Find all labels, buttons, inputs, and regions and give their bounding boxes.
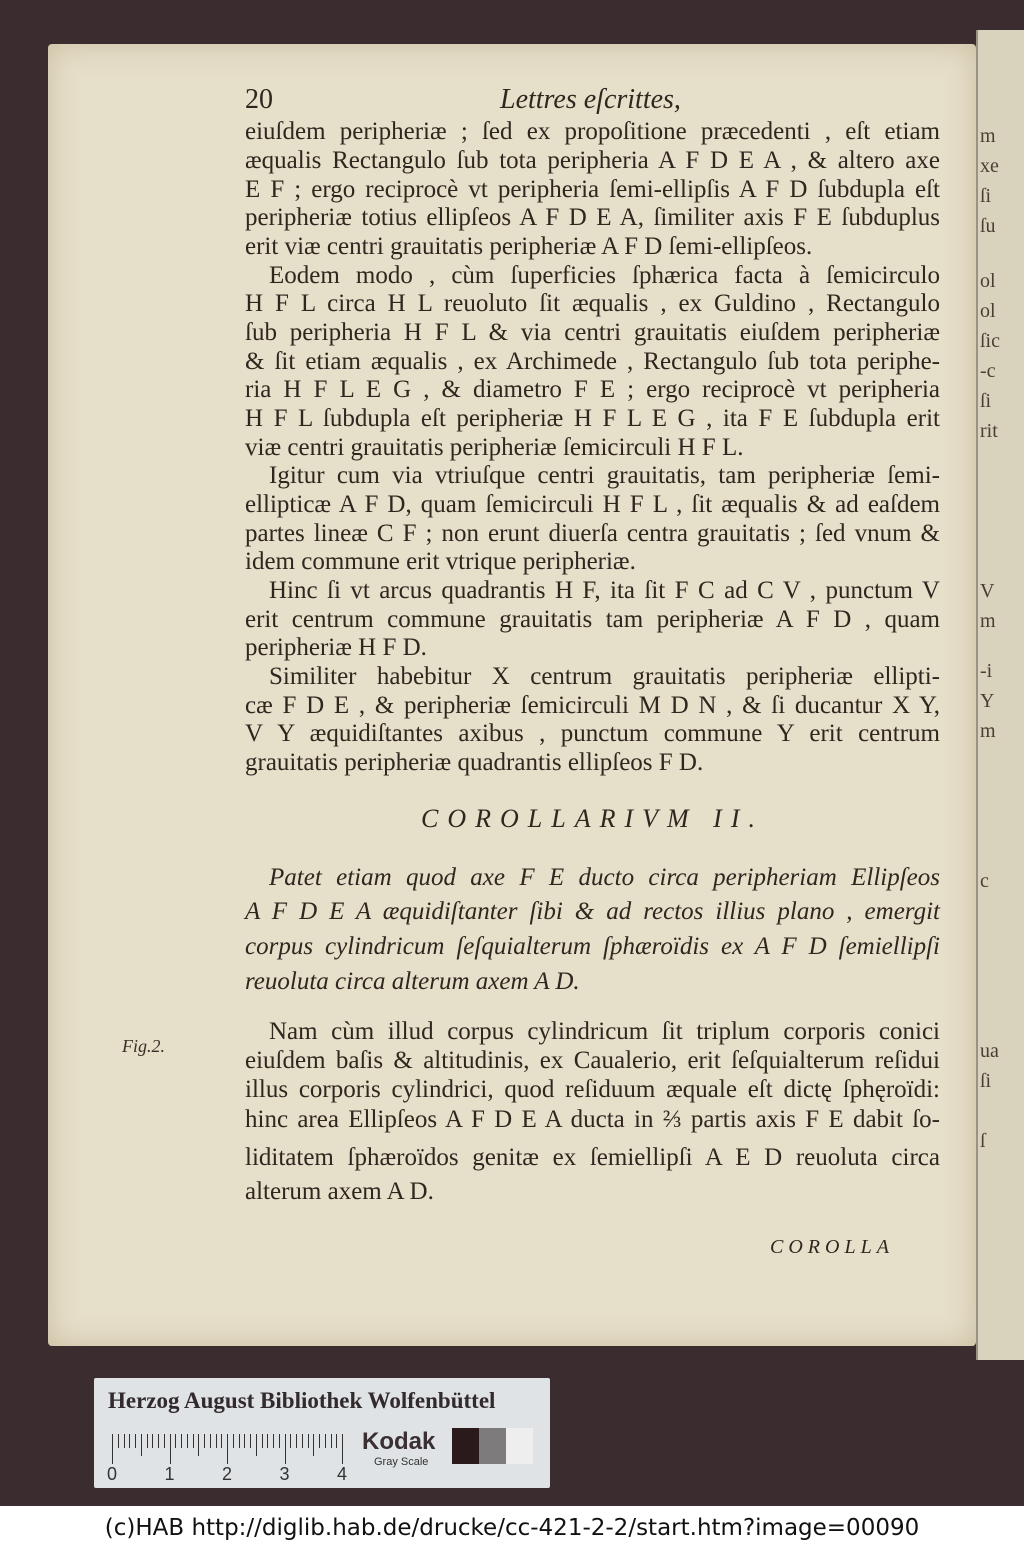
text-line: idem commune erit vtrique peripheriæ. — [245, 548, 636, 575]
ruler-tick — [319, 1434, 320, 1448]
ruler-tick — [152, 1434, 153, 1448]
ruler-tick — [112, 1434, 113, 1464]
text-line: illus corporis cylindrici, quod reſiduum æquale eſt dictę ſphęroïdi: — [245, 1076, 940, 1103]
next-page-fragment: ſu — [980, 215, 996, 237]
ruler-tick — [221, 1434, 222, 1448]
text-line: æqualis Rectangulo ſub tota peripheria A F D E A , & altero axe — [245, 147, 940, 174]
text-line: Similiter habebitur X centrum grauitatis peripheriæ ellipti- — [269, 663, 940, 690]
text-line: Patet etiam quod axe F E ducto circa peripheriam Ellipſeos — [269, 864, 940, 891]
text-line: peripheriæ totius ellipſeos A F D E A, ſimiliter axis F E ſubduplus — [245, 204, 940, 231]
section-heading: COROLLARIVM II. — [421, 804, 764, 833]
text-line: alterum axem A D. — [245, 1178, 434, 1205]
ruler-tick — [129, 1434, 130, 1448]
text-line: eiuſdem peripheriæ ; ſed ex propoſitione præcedenti , eſt etiam — [245, 118, 940, 145]
page-number: 20 — [245, 84, 273, 115]
ruler-tick — [181, 1434, 182, 1448]
next-page-fragment: ol — [980, 270, 996, 292]
ruler-tick — [325, 1434, 326, 1448]
ruler-tick — [336, 1434, 337, 1448]
margin-note: Fig.2. — [122, 1036, 165, 1056]
ruler-label: 3 — [279, 1464, 290, 1484]
ruler-tick — [187, 1434, 188, 1448]
running-title: Lettres eſcrittes, — [500, 84, 681, 115]
next-page-edge — [976, 30, 1024, 1360]
text-line: viæ centri grauitatis peripheriæ ſemicirculi H F L. — [245, 434, 744, 461]
ruler-tick — [193, 1434, 194, 1448]
text-line: grauitatis peripheriæ quadrantis ellipſeos F D. — [245, 749, 704, 776]
next-page-fragment: ſic — [980, 330, 1000, 352]
text-line: A F D E A æquidiſtanter ſibi & ad rectos illius plano , emergit — [245, 898, 940, 925]
gray-scale-label: Gray Scale — [374, 1456, 429, 1468]
text-line: hinc area Ellipſeos A F D E A ducta in ⅔ partis axis F E dabit ſo- — [245, 1106, 940, 1133]
ruler-tick — [250, 1434, 251, 1448]
next-page-fragment: m — [980, 610, 996, 632]
next-page-fragment: V — [980, 580, 995, 602]
ruler-tick — [198, 1434, 199, 1456]
catchword: COROLLA — [770, 1236, 894, 1258]
next-page-fragment: ſi — [980, 1070, 992, 1092]
ruler-label: 2 — [222, 1464, 233, 1484]
ruler-tick — [204, 1434, 205, 1448]
next-page-fragment: ſi — [980, 390, 992, 412]
next-page-fragment: c — [980, 870, 989, 892]
text-line: H F L circa H L reuoluto ſit æqualis , ex Guldino , Rectangulo — [245, 290, 940, 317]
text-line: liditatem ſphæroïdos genitæ ex ſemiellipſi A E D reuoluta circa — [245, 1144, 940, 1171]
ruler-tick — [147, 1434, 148, 1448]
next-page-fragment: m — [980, 720, 996, 742]
text-line: Igitur cum via vtriuſque centri grauitatis, tam peripheriæ ſemi- — [269, 462, 940, 489]
text-line: ellipticæ A F D, quam ſemicirculi H F L , ſit æqualis & ad eaſdem — [245, 491, 940, 518]
text-line: Hinc ſi vt arcus quadrantis H F, ita ſit F C ad C V , punctum V — [269, 577, 940, 604]
ruler-tick — [124, 1434, 125, 1448]
text-line: V Y æquidiſtantes axibus , punctum commune Y erit centrum — [245, 720, 940, 747]
ruler-tick — [342, 1434, 343, 1464]
ruler-tick — [216, 1434, 217, 1448]
text-line: ria H F L E G , & diametro F E ; ergo reciprocè vt peripheria — [245, 376, 940, 403]
kodak-logo: Kodak — [362, 1428, 436, 1455]
next-page-fragment: ol — [980, 300, 996, 322]
ruler-tick — [256, 1434, 257, 1456]
ruler-tick — [290, 1434, 291, 1448]
next-page-fragment: rit — [980, 420, 998, 442]
ruler-tick — [135, 1434, 136, 1448]
ruler-tick — [331, 1434, 332, 1448]
text-line: ſub peripheria H F L & via centri grauitatis eiuſdem peripheriæ — [245, 319, 940, 346]
ruler-tick — [233, 1434, 234, 1448]
ruler-tick — [262, 1434, 263, 1448]
copyright-caption: (c)HAB http://diglib.hab.de/drucke/cc-421-2-2/start.htm?image=00090 — [0, 1506, 1024, 1550]
ruler-tick — [170, 1434, 171, 1464]
text-line: reuoluta circa alterum axem A D. — [245, 968, 580, 995]
text-line: corpus cylindricum ſeſquialterum ſphæroïdis ex A F D ſemiellipſi — [245, 933, 940, 960]
ruler-tick — [239, 1434, 240, 1448]
next-page-fragment: ua — [980, 1040, 999, 1062]
ruler-tick — [118, 1434, 119, 1448]
ruler-tick — [175, 1434, 176, 1448]
next-page-fragment: ſi — [980, 185, 992, 207]
color-calibration-card — [94, 1378, 550, 1488]
ruler-tick — [279, 1434, 280, 1448]
gray-swatch — [452, 1428, 479, 1464]
next-page-fragment: Y — [980, 690, 995, 712]
text-line: Nam cùm illud corpus cylindricum ſit triplum corporis conici — [269, 1018, 940, 1045]
ruler-tick — [227, 1434, 228, 1464]
ruler-tick — [296, 1434, 297, 1448]
ruler-tick — [308, 1434, 309, 1448]
next-page-fragment: m — [980, 125, 996, 147]
gray-swatch — [479, 1428, 506, 1464]
text-line: E F ; ergo reciprocè vt peripheria ſemi-ellipſis A F D ſubdupla eſt — [245, 176, 940, 203]
ruler-tick — [244, 1434, 245, 1448]
ruler-tick — [313, 1434, 314, 1456]
next-page-fragment: xe — [980, 155, 999, 177]
ruler-tick — [285, 1434, 286, 1464]
ruler-label: 1 — [164, 1464, 175, 1484]
ruler-tick — [267, 1434, 268, 1448]
gray-swatch — [506, 1428, 533, 1464]
next-page-fragment: ſ — [980, 1130, 986, 1152]
next-page-fragment: -i — [980, 660, 993, 682]
ruler-label: 4 — [337, 1464, 348, 1484]
ruler-tick — [273, 1434, 274, 1448]
ruler-tick — [141, 1434, 142, 1456]
text-line: partes lineæ C F ; non erunt diuerſa centra grauitatis ; ſed vnum & — [245, 520, 940, 547]
ruler-tick — [158, 1434, 159, 1448]
text-line: & ſit etiam æqualis , ex Archimede , Rectangulo ſub tota periphe- — [245, 348, 940, 375]
text-line: erit centrum commune grauitatis tam peripheriæ A F D , quam — [245, 606, 940, 633]
text-line: peripheriæ H F D. — [245, 634, 427, 661]
text-line: H F L ſubdupla eſt peripheriæ H F L E G , ita F E ſubdupla erit — [245, 405, 940, 432]
text-line: cæ F D E , & peripheriæ ſemicirculi M D N , & ſi ducantur X Y, — [245, 692, 940, 719]
text-line: erit viæ centri grauitatis peripheriæ A F D ſemi-ellipſeos. — [245, 233, 813, 260]
library-name: Herzog August Bibliothek Wolfenbüttel — [108, 1388, 496, 1413]
ruler-tick — [302, 1434, 303, 1448]
next-page-fragment: -c — [980, 360, 996, 382]
text-line: Eodem modo , cùm ſuperficies ſphærica facta à ſemicirculo — [269, 262, 940, 289]
ruler-tick — [210, 1434, 211, 1448]
text-line: eiuſdem baſis & altitudinis, ex Caualerio, erit ſeſquialterum reſidui — [245, 1047, 940, 1074]
ruler — [112, 1434, 344, 1464]
ruler-tick — [164, 1434, 165, 1448]
ruler-label: 0 — [107, 1464, 118, 1484]
